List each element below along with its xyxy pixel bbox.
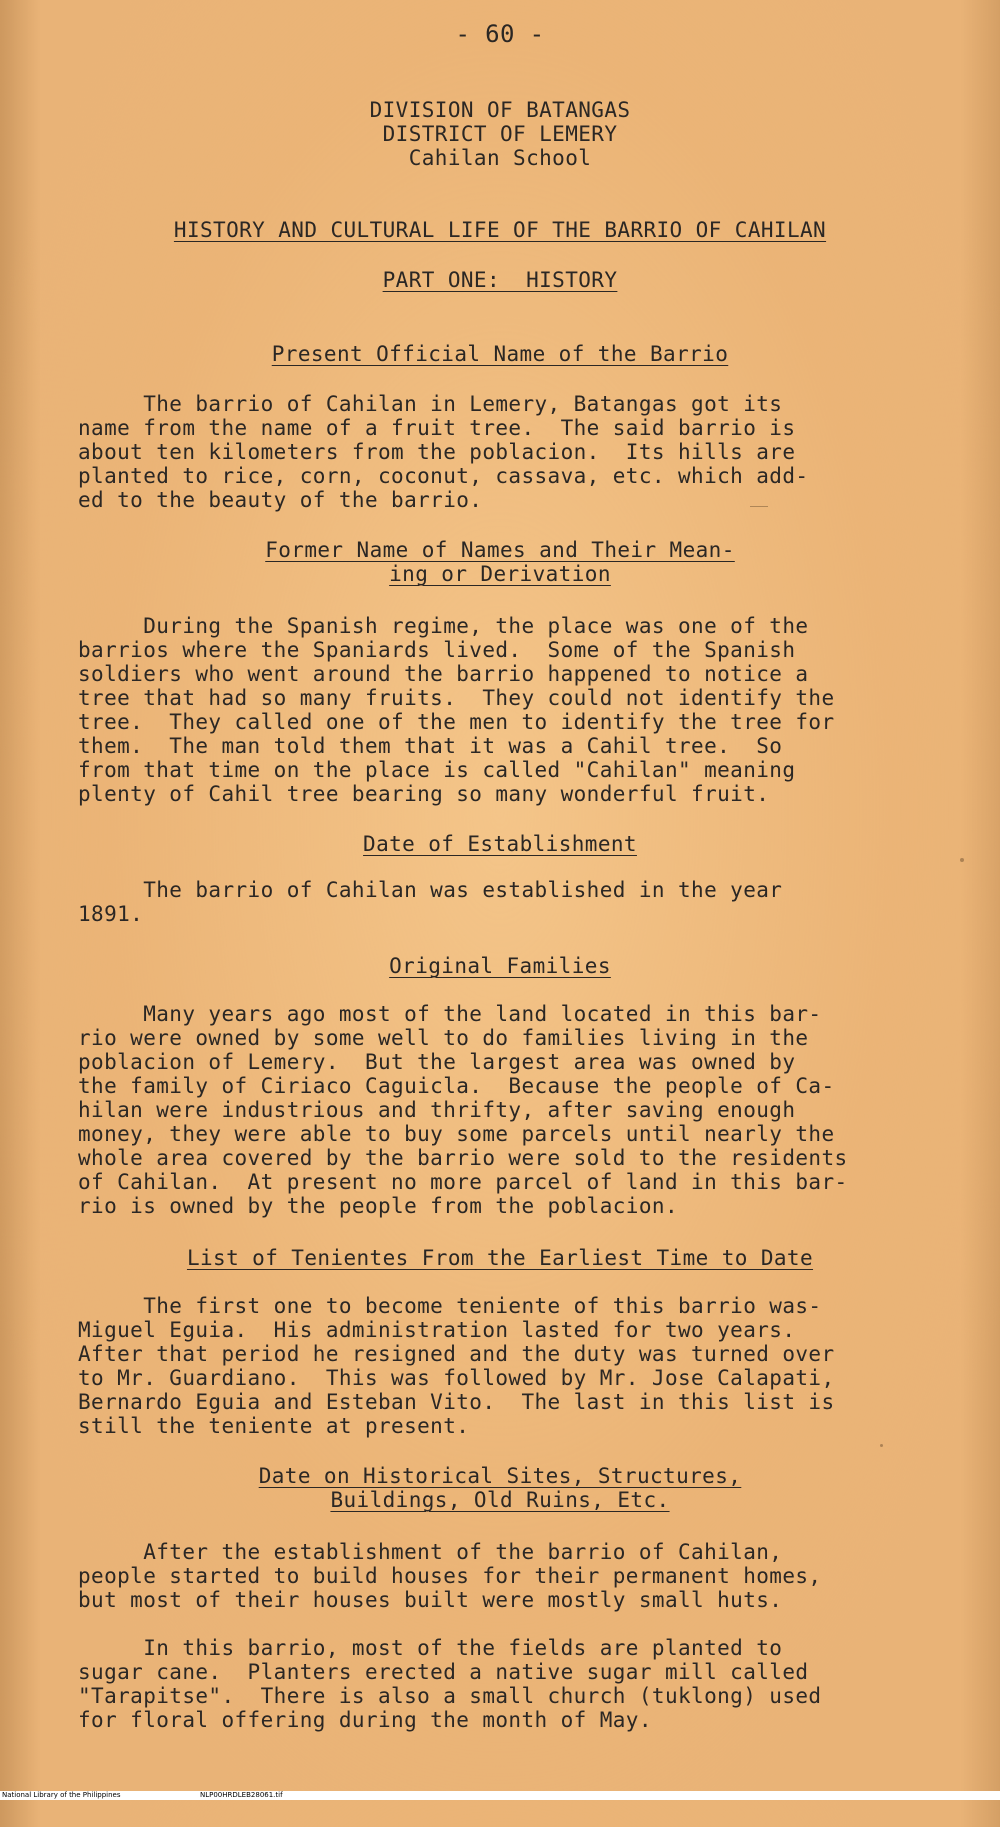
text-line: The barrio of Cahilan in Lemery, Batangas got its xyxy=(78,392,783,416)
section-heading-historical-sites-2: Buildings, Old Ruins, Etc. xyxy=(330,1488,670,1512)
paragraph-official-name xyxy=(78,392,958,512)
paper-speck xyxy=(880,1444,883,1447)
text-line: The first one to become teniente of this barrio was- xyxy=(78,1294,822,1318)
text-line: rio is owned by the people from the poblacion. xyxy=(78,1194,678,1218)
text-line: planted to rice, corn, coconut, cassava, etc. which add- xyxy=(78,464,809,488)
text-line: to Mr. Guardiano. This was followed by Mr. Jose Calapati, xyxy=(78,1366,835,1390)
text-line: The barrio of Cahilan was established in the year xyxy=(78,878,783,902)
paragraph-former-name xyxy=(78,614,958,806)
text-line: soldiers who went around the barrio happened to notice a xyxy=(78,662,809,686)
footer-bar xyxy=(0,1791,1000,1800)
text-line: tree that had so many fruits. They could not identify the xyxy=(78,686,835,710)
footer-file-id: NLP00HRDLEB28061.tif xyxy=(200,1791,283,1799)
header-school: Cahilan School xyxy=(408,146,592,170)
text-line: Miguel Eguia. His administration lasted for two years. xyxy=(78,1318,796,1342)
text-line: After the establishment of the barrio of Cahilan, xyxy=(78,1540,783,1564)
section-heading-tenientes: List of Tenientes From the Earliest Time to Date xyxy=(186,1246,814,1270)
paragraph-historical-sites-2 xyxy=(78,1636,958,1732)
text-line: poblacion of Lemery. But the largest area was owned by xyxy=(78,1050,796,1074)
part-title: PART ONE: HISTORY xyxy=(382,268,618,292)
header-district: DISTRICT OF LEMERY xyxy=(382,122,618,146)
text-line: In this barrio, most of the fields are planted to xyxy=(78,1636,783,1660)
text-line: plenty of Cahil tree bearing so many wonderful fruit. xyxy=(78,782,770,806)
text-line: whole area covered by the barrio were sold to the residents xyxy=(78,1146,848,1170)
text-line: the family of Ciriaco Caguicla. Because the people of Ca- xyxy=(78,1074,835,1098)
text-line: sugar cane. Planters erected a native sugar mill called xyxy=(78,1660,809,1684)
text-line: from that time on the place is called "Cahilan" meaning xyxy=(78,758,796,782)
section-heading-establishment: Date of Establishment xyxy=(363,832,637,856)
page-number: - 60 - xyxy=(455,20,545,48)
paragraph-establishment xyxy=(78,878,958,926)
text-line: 1891. xyxy=(78,902,144,926)
text-line: but most of their houses built were mostly small huts. xyxy=(78,1588,783,1612)
header-division: DIVISION OF BATANGAS xyxy=(369,98,631,122)
text-line: Many years ago most of the land located in this bar- xyxy=(78,1002,822,1026)
main-title: HISTORY AND CULTURAL LIFE OF THE BARRIO OF CAHILAN xyxy=(173,218,827,242)
section-heading-historical-sites-1: Date on Historical Sites, Structures, xyxy=(258,1464,742,1488)
text-line: for floral offering during the month of May. xyxy=(78,1708,652,1732)
paragraph-families xyxy=(78,1002,958,1218)
paper-speck xyxy=(750,506,768,507)
text-line: rio were owned by some well to do families living in the xyxy=(78,1026,809,1050)
section-heading-official-name: Present Official Name of the Barrio xyxy=(271,342,729,366)
paper-speck xyxy=(960,858,964,862)
footer-institution: National Library of the Philippines xyxy=(2,1791,121,1799)
text-line: hilan were industrious and thrifty, after saving enough xyxy=(78,1098,796,1122)
section-heading-families: Original Families xyxy=(389,954,611,978)
text-line: ed to the beauty of the barrio. xyxy=(78,488,483,512)
text-line: about ten kilometers from the poblacion. Its hills are xyxy=(78,440,796,464)
text-line: of Cahilan. At present no more parcel of land in this bar- xyxy=(78,1170,848,1194)
text-line: money, they were able to buy some parcels until nearly the xyxy=(78,1122,835,1146)
text-line: people started to build houses for their permanent homes, xyxy=(78,1564,822,1588)
text-line: name from the name of a fruit tree. The said barrio is xyxy=(78,416,796,440)
text-line: barrios where the Spaniards lived. Some of the Spanish xyxy=(78,638,796,662)
text-line: During the Spanish regime, the place was one of the xyxy=(78,614,809,638)
text-line: still the teniente at present. xyxy=(78,1414,470,1438)
text-line: them. The man told them that it was a Cahil tree. So xyxy=(78,734,783,758)
text-line: Bernardo Eguia and Esteban Vito. The last in this list is xyxy=(78,1390,835,1414)
paragraph-historical-sites-1 xyxy=(78,1540,958,1612)
text-line: After that period he resigned and the duty was turned over xyxy=(78,1342,835,1366)
section-heading-former-name-1: Former Name of Names and Their Mean- xyxy=(265,538,735,562)
section-heading-former-name-2: ing or Derivation xyxy=(389,562,611,586)
paragraph-tenientes xyxy=(78,1294,958,1438)
text-line: tree. They called one of the men to identify the tree for xyxy=(78,710,835,734)
text-line: "Tarapitse". There is also a small church (tuklong) used xyxy=(78,1684,822,1708)
